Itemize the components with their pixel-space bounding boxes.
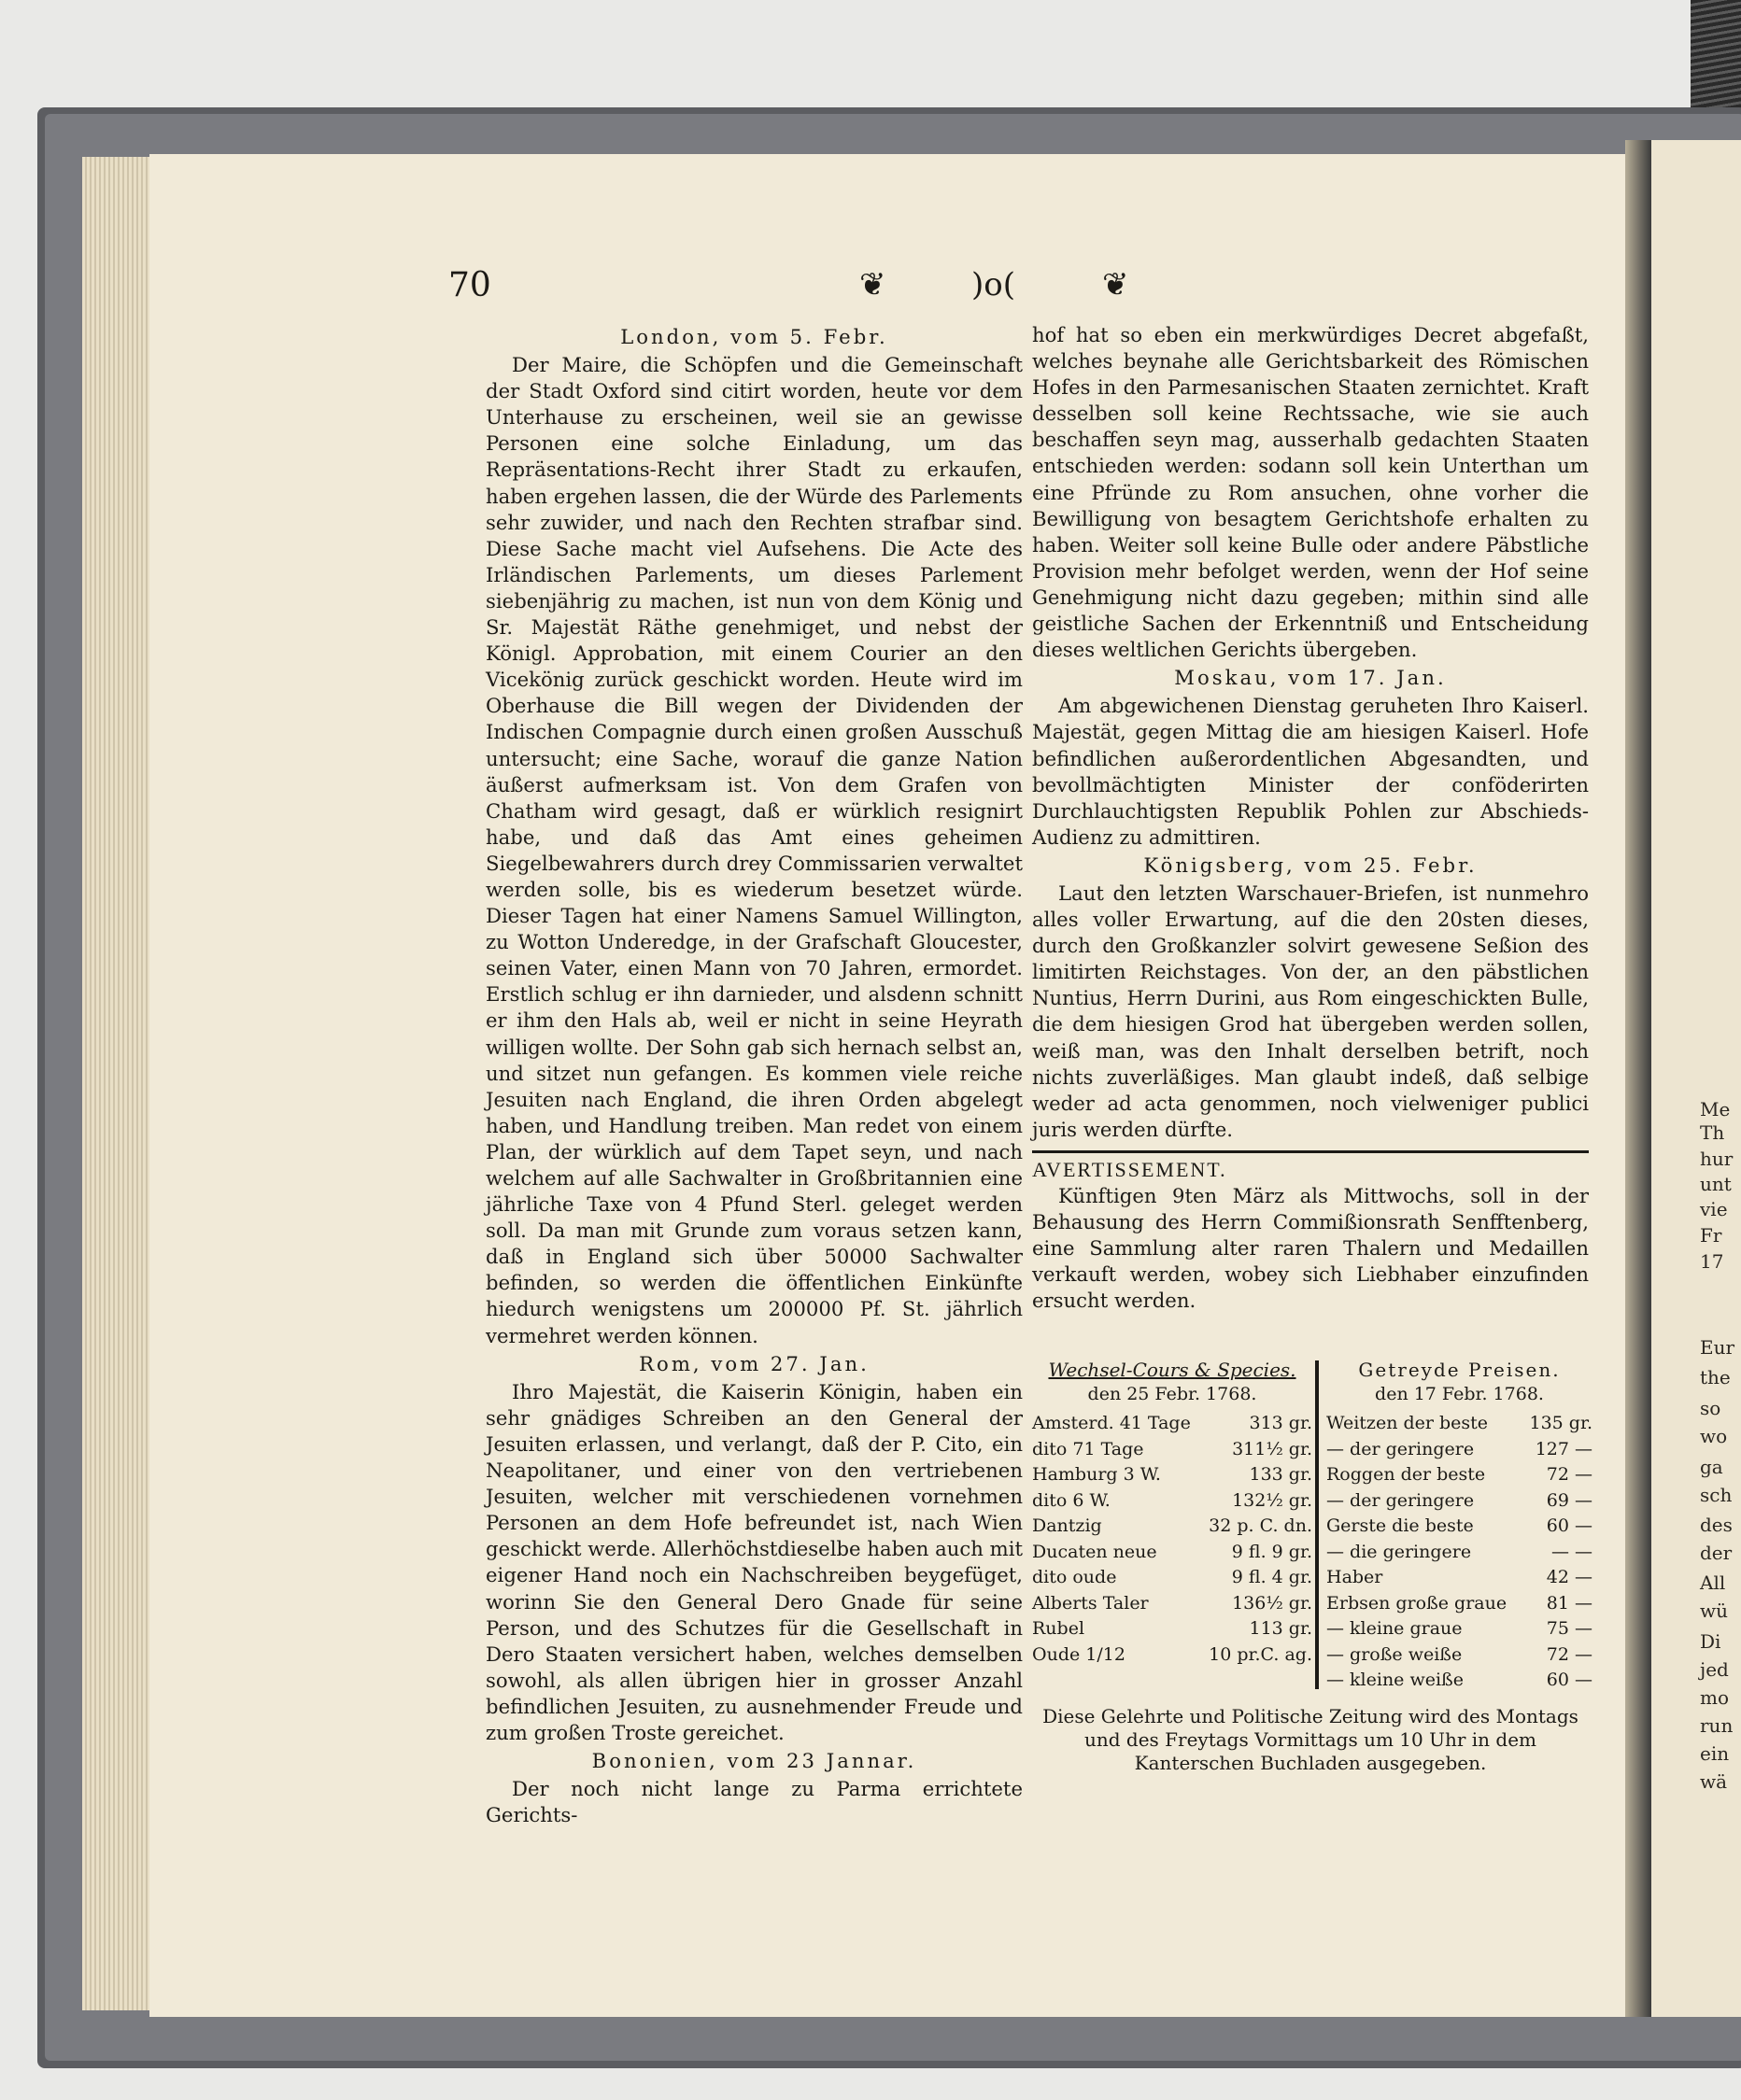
next-page-fragment: der bbox=[1700, 1542, 1733, 1564]
grain-value: 75 — bbox=[1546, 1618, 1592, 1640]
grain-value: 69 — bbox=[1546, 1489, 1592, 1511]
exchange-label: Hamburg 3 W. bbox=[1032, 1464, 1161, 1486]
market-tables bbox=[1032, 1359, 1592, 1695]
grain-row bbox=[1326, 1463, 1592, 1489]
exchange-title: Wechsel-Cours & Species. bbox=[1048, 1359, 1296, 1381]
grain-rows bbox=[1326, 1412, 1592, 1695]
article-koenigsberg: Laut den letzten Warschauer-Briefen, ist nunmehro alles voller Erwartung, auf die den 20sten dieses, durch den Großkanzler solvirt gewesene Seßion des limitirten Reichstages. Von der, an den päbstlichen Nuntius, Herrn Durini, aus Rom eingeschickten Bulle, die dem hiesigen Grod hat übergeben werden sollen, weiß man, was den Inhalt derselben betrift, noch nichts zuverläßiges. Man glaubt indeß, daß selbige weder ad acta genommen, noch vielweniger publici juris werden dürfte. bbox=[1032, 881, 1589, 1141]
next-page-fragment: wü bbox=[1700, 1600, 1728, 1622]
grain-label: — der geringere bbox=[1326, 1489, 1475, 1511]
grain-label: Haber bbox=[1326, 1567, 1383, 1588]
section-rule bbox=[1032, 1150, 1589, 1153]
grain-label: — der geringere bbox=[1326, 1438, 1475, 1459]
exchange-row bbox=[1032, 1541, 1312, 1567]
dateline-moskau: Moskau, vom 17. Jan. bbox=[1174, 666, 1447, 690]
advertisement-text: Künftigen 9ten März als Mittwochs, soll in der Behausung des Herrn Commißionsrath Senfftenberg, eine Sammlung alter raren Thalern und Medaillen verkauft werden, wobey sich Liebhaber einzufinden ersucht werden. bbox=[1032, 1184, 1589, 1313]
grain-label: — die geringere bbox=[1326, 1541, 1472, 1562]
exchange-row bbox=[1032, 1515, 1312, 1541]
exchange-label: Rubel bbox=[1032, 1618, 1085, 1640]
exchange-label: Dantzig bbox=[1032, 1515, 1102, 1537]
dateline-bononien: Bononien, vom 23 Jannar. bbox=[591, 1749, 917, 1773]
exchange-value: 113 gr. bbox=[1249, 1618, 1312, 1640]
exchange-row bbox=[1032, 1412, 1312, 1438]
grain-row bbox=[1326, 1643, 1592, 1670]
article-london: Der Maire, die Schöpfen und die Gemeinschaft der Stadt Oxford sind citirt worden, heute vor dem Unterhause zu erscheinen, weil sie an gewisse Personen eine solche Einladung, um das Repräsentations-Recht ihrer Stadt zu erkaufen, haben ergehen lassen, die der Würde des Parlements sehr zuwider, und nach den Rechten strafbar sind. Diese Sache macht viel Aufsehens. Die Acte des Irländischen Parlements, um dieses Parlement siebenjährig zu machen, ist nun von dem König und Sr. Majestät Räthe genehmiget, und nebst der Königl. Approbation, mit einem Courier an den Vicekönig zurück geschickt worden. Heute wird im Oberhause die Bill wegen der Dividenden der Indischen Compagnie durch einen großen Ausschuß untersucht; eine Sache, worauf die ganze Nation äußerst aufmerksam ist. Von dem Grafen von Chatham wird gesagt, daß er würklich resignirt habe, und daß das Amt eines geheimen Siegelbewahrers durch drey Commissarien verwaltet werden solle, bis es wiederum besetzet würde. Dieser Tagen hat einer Namens Samuel Willington, zu Wotton Underedge, in der Grafschaft Gloucester, seinen Vater, einen Mann von 70 Jahren, ermordet. Erstlich schlug er ihn darnieder, und alsdenn schnitt er ihm den Hals ab, weil er nicht in seine Heyrath willigen wollte. Der Sohn gab sich hernach selbst an, und sitzet nun gefangen. Es kommen viele reiche Jesuiten nach England, die ihren Orden abgelegt haben, und Handlung treiben. Man redet von einem Plan, der würklich auf dem Tapet seyn, und nach welchem auf alle Sachwalter in Großbritannien eine jährliche Taxe von 4 Pfund Sterl. geleget werden soll. Da man mit Grunde zum voraus setzen kann, daß in England sich über 50000 Sachwalter befinden, so werden die öffentlichen Einkünfte hiedurch wenigstens um 200000 Pf. St. jährlich vermehret werden können. bbox=[486, 353, 1023, 1347]
next-page-fragment: vie bbox=[1700, 1198, 1728, 1220]
exchange-value: 32 p. C. dn. bbox=[1209, 1515, 1312, 1537]
next-page-fragment: sch bbox=[1700, 1484, 1733, 1506]
exchange-value: 132½ gr. bbox=[1232, 1489, 1312, 1511]
exchange-value: 136½ gr. bbox=[1232, 1592, 1312, 1614]
exchange-label: dito 6 W. bbox=[1032, 1489, 1111, 1511]
grain-title: Getreyde Preisen. bbox=[1358, 1359, 1561, 1381]
grain-row bbox=[1326, 1541, 1592, 1567]
next-page-fragment: wä bbox=[1700, 1770, 1728, 1793]
next-page-fragment: the bbox=[1700, 1366, 1731, 1388]
page-header bbox=[448, 266, 1635, 313]
fleuron-ornament-right: ❦ bbox=[1102, 266, 1129, 303]
exchange-label: Ducaten neue bbox=[1032, 1541, 1157, 1562]
text-column-right bbox=[1032, 322, 1589, 1314]
exchange-rows bbox=[1032, 1412, 1312, 1669]
next-page-fragment: run bbox=[1700, 1714, 1734, 1737]
divider-ornament: )o( bbox=[971, 266, 1015, 303]
dateline-rom: Rom, vom 27. Jan. bbox=[639, 1351, 870, 1375]
advertisement-title: AVERTISSEMENT. bbox=[1032, 1157, 1227, 1181]
exchange-row bbox=[1032, 1643, 1312, 1670]
table-divider bbox=[1315, 1360, 1319, 1689]
fleuron-ornament-left: ❦ bbox=[859, 266, 886, 303]
grain-date: den 17 Febr. 1768. bbox=[1375, 1383, 1544, 1404]
grain-label: — kleine graue bbox=[1326, 1618, 1463, 1640]
exchange-value: 133 gr. bbox=[1249, 1464, 1312, 1486]
exchange-label: Alberts Taler bbox=[1032, 1592, 1149, 1614]
grain-row bbox=[1326, 1438, 1592, 1464]
grain-value: 81 — bbox=[1546, 1592, 1592, 1614]
grain-row bbox=[1326, 1669, 1592, 1695]
grain-row bbox=[1326, 1566, 1592, 1592]
article-bononien-start: Der noch nicht lange zu Parma errichtete Gerichts- bbox=[486, 1777, 1023, 1827]
publication-notice: Diese Gelehrte und Politische Zeitung wird des Montags und des Freytags Vormittags um 10 Uhr in dem Kanterschen Buchladen ausgegeben. bbox=[1042, 1705, 1578, 1774]
grain-value: — — bbox=[1550, 1541, 1592, 1562]
exchange-row bbox=[1032, 1592, 1312, 1618]
grain-row bbox=[1326, 1515, 1592, 1541]
exchange-label: Oude 1/12 bbox=[1032, 1643, 1125, 1665]
next-page-fragment: so bbox=[1700, 1397, 1721, 1419]
next-page-fragment: hur bbox=[1700, 1148, 1734, 1170]
grain-label: — große weiße bbox=[1326, 1643, 1463, 1665]
grain-row bbox=[1326, 1592, 1592, 1618]
exchange-label: Amsterd. 41 Tage bbox=[1032, 1413, 1191, 1434]
exchange-value: 10 pr.C. ag. bbox=[1209, 1643, 1312, 1665]
exchange-row bbox=[1032, 1617, 1312, 1643]
grain-row bbox=[1326, 1489, 1592, 1515]
exchange-label: dito 71 Tage bbox=[1032, 1438, 1144, 1459]
next-page-fragment: wo bbox=[1700, 1425, 1728, 1447]
next-page-fragment: mo bbox=[1700, 1686, 1730, 1709]
grain-value: 42 — bbox=[1546, 1567, 1592, 1588]
exchange-label: dito oude bbox=[1032, 1567, 1117, 1588]
dateline-london: London, vom 5. Febr. bbox=[620, 325, 888, 348]
page-number: 70 bbox=[448, 266, 491, 304]
exchange-row bbox=[1032, 1489, 1312, 1515]
article-rom: Ihro Majestät, die Kaiserin Königin, haben ein sehr gnädiges Schreiben an den General der Jesuiten erlassen, und verlangt, daß der P. Cito, ein Neapolitaner, und einer von den vertriebenen Jesuiten, welcher mit verschiedenen vornehmen Personen an dem Hofe befreundet ist, nach Wien geschickt werde. Allerhöchstdieselbe haben auch mit eigener Hand noch ein Nachschreiben beygefüget, worinn Sie den General Dero Gnade für seine Person, und des Schutzes für die Gesellschaft in Dero Staaten versichert haben, welches demselben sowohl, als allen übrigen hier in grosser Anzahl befindlichen Jesuiten, zu ausnehmender Freude und zum großen Troste gereichet. bbox=[486, 1379, 1023, 1744]
article-moskau: Am abgewichenen Dienstag geruheten Ihro Kaiserl. Majestät, gegen Mittag die am hiesigen Kaiserl. Hofe befindlichen außerordentlichen Abgesandten, und bevollmächtigten Minister der conföderirten Durchlauchtigsten Republik Pohlen zur Abschieds-Audienz zu admittiren. bbox=[1032, 694, 1589, 849]
next-page-fragment: Th bbox=[1700, 1121, 1725, 1144]
next-page-fragment: jed bbox=[1700, 1658, 1729, 1681]
exchange-value: 9 fl. 4 gr. bbox=[1231, 1567, 1312, 1588]
next-page-fragment: ein bbox=[1700, 1742, 1730, 1765]
exchange-value: 9 fl. 9 gr. bbox=[1231, 1541, 1312, 1562]
grain-label: — kleine weiße bbox=[1326, 1670, 1464, 1691]
next-page-fragment: ga bbox=[1700, 1456, 1723, 1478]
grain-price-table bbox=[1326, 1359, 1592, 1695]
grain-value: 72 — bbox=[1546, 1643, 1592, 1665]
next-page-fragment: unt bbox=[1700, 1173, 1732, 1195]
grain-row bbox=[1326, 1617, 1592, 1643]
grain-label: Weitzen der beste bbox=[1326, 1413, 1489, 1434]
grain-value: 127 — bbox=[1535, 1438, 1592, 1459]
exchange-row bbox=[1032, 1438, 1312, 1464]
article-bononien-continued: hof hat so eben ein merkwürdiges Decret abgefaßt, welches beynahe alle Gerichtsbarkeit des Römischen Hofes in den Parmesanischen Staaten zernichtet. Kraft desselben soll keine Rechtssache, wie sie auch beschaffen seyn mag, ausserhalb gedachten Staaten entschieden werden: sodann soll kein Unterthan um eine Pfründe zu Rom ansuchen, ohne vorher die Bewilligung von besagtem Gerichtshofe erhalten zu haben. Weiter soll keine Bulle oder andere Päbstliche Provision mehr befolget werden, wenn der Hof seine Genehmigung nicht dazu gegeben; mithin sind alle geistliche Sachen der Erkenntniß und Entscheidung dieses weltlichen Gerichts übergeben. bbox=[1032, 323, 1589, 662]
grain-value: 72 — bbox=[1546, 1464, 1592, 1486]
next-page-fragment: des bbox=[1700, 1514, 1733, 1536]
grain-value: 60 — bbox=[1546, 1515, 1592, 1537]
dateline-koenigsberg: Königsberg, vom 25. Febr. bbox=[1143, 853, 1478, 877]
grain-label: Erbsen große graue bbox=[1326, 1592, 1507, 1614]
next-page-fragment: All bbox=[1700, 1571, 1726, 1594]
exchange-value: 311½ gr. bbox=[1232, 1438, 1312, 1459]
exchange-date: den 25 Febr. 1768. bbox=[1087, 1383, 1257, 1404]
text-column-left bbox=[486, 322, 1023, 1828]
grain-label: Roggen der beste bbox=[1326, 1464, 1486, 1486]
next-page-fragment: Eur bbox=[1700, 1336, 1735, 1359]
grain-label: Gerste die beste bbox=[1326, 1515, 1474, 1537]
next-page-fragment: Di bbox=[1700, 1630, 1721, 1653]
next-page-fragment: 17 bbox=[1700, 1250, 1724, 1273]
exchange-table bbox=[1032, 1359, 1312, 1669]
exchange-row bbox=[1032, 1463, 1312, 1489]
next-page-fragment: Fr bbox=[1700, 1224, 1722, 1247]
grain-value: 135 gr. bbox=[1529, 1413, 1592, 1434]
exchange-row bbox=[1032, 1566, 1312, 1592]
grain-value: 60 — bbox=[1546, 1670, 1592, 1691]
exchange-value: 313 gr. bbox=[1249, 1413, 1312, 1434]
grain-row bbox=[1326, 1412, 1592, 1438]
next-page-fragment: Me bbox=[1700, 1098, 1731, 1120]
book-gutter bbox=[1625, 140, 1651, 2017]
